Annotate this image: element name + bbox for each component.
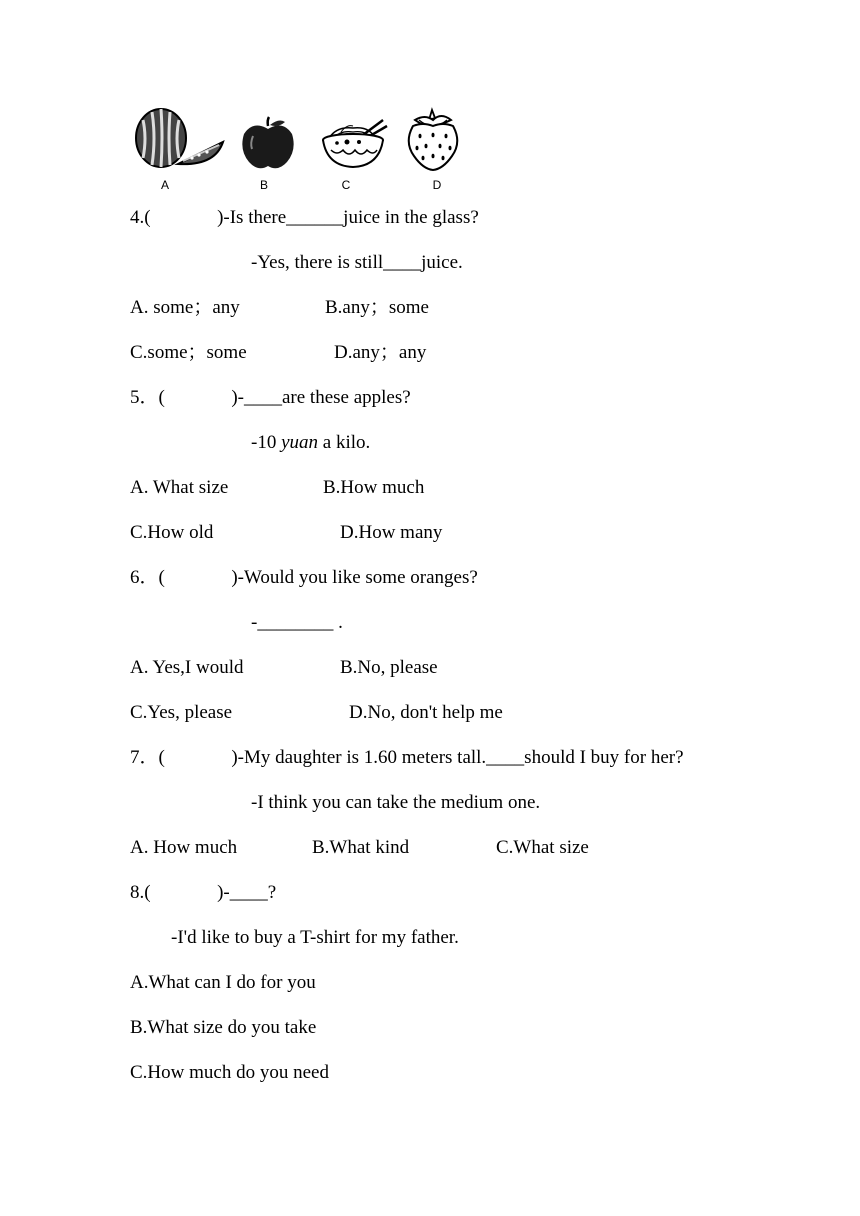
question-8-reply: -I'd like to buy a T-shirt for my father. — [171, 927, 459, 948]
question-4-stem: 4.( )-Is there______juice in the glass? — [130, 207, 479, 228]
question-5-option-a: A. What size — [130, 477, 229, 498]
image-label-a: A — [160, 178, 169, 192]
question-5-option-b: B.How much — [323, 477, 425, 498]
strawberry-icon — [405, 106, 463, 177]
question-7-stem: 7．( )-My daughter is 1.60 meters tall.____should I buy for her? — [130, 747, 684, 768]
question-7-option-a: A. How much — [130, 837, 238, 858]
question-6-option-b: B.No, please — [340, 657, 438, 678]
question-6-option-c: C.Yes, please — [130, 702, 233, 723]
question-6-stem: 6．( )-Would you like some oranges? — [130, 567, 478, 588]
question-4-reply: -Yes, there is still____juice. — [251, 252, 463, 273]
question-5-option-c: C.How old — [130, 522, 214, 543]
question-7-option-c: C.What size — [496, 837, 589, 858]
question-5-stem: 5．( )-____are these apples? — [130, 387, 411, 408]
question-7-reply: -I think you can take the medium one. — [251, 792, 541, 813]
question-5-reply — [251, 431, 370, 455]
question-5-reply-pre: -10 — [251, 432, 282, 453]
question-8-option-a: A.What can I do for you — [130, 972, 316, 993]
image-label-d: D — [432, 178, 442, 192]
noodles-icon — [317, 116, 389, 177]
question-7-option-b: B.What kind — [312, 837, 410, 858]
question-5-reply-post: a kilo. — [318, 432, 371, 453]
fruit-picture-strip — [133, 106, 473, 198]
question-4-option-b: B.any；some — [325, 297, 429, 318]
question-8-option-c: C.How much do you need — [130, 1062, 329, 1083]
question-8-option-b: B.What size do you take — [130, 1017, 317, 1038]
question-8-stem: 8.( )-____? — [130, 882, 277, 903]
question-5-reply-yuan: yuan — [281, 432, 319, 453]
apple-icon — [239, 116, 297, 177]
question-6-option-a: A. Yes,I would — [130, 657, 244, 678]
question-4-option-a: A. some；any — [130, 297, 240, 318]
watermelon-icon — [133, 106, 225, 175]
question-6-option-d: D.No, don't help me — [349, 702, 503, 723]
question-6-reply: -________ . — [251, 612, 343, 633]
image-label-c: C — [341, 178, 351, 192]
question-4-option-d: D.any；any — [334, 342, 427, 363]
question-4-option-c: C.some；some — [130, 342, 247, 363]
image-label-b: B — [259, 178, 268, 192]
question-5-option-d: D.How many — [340, 522, 443, 543]
